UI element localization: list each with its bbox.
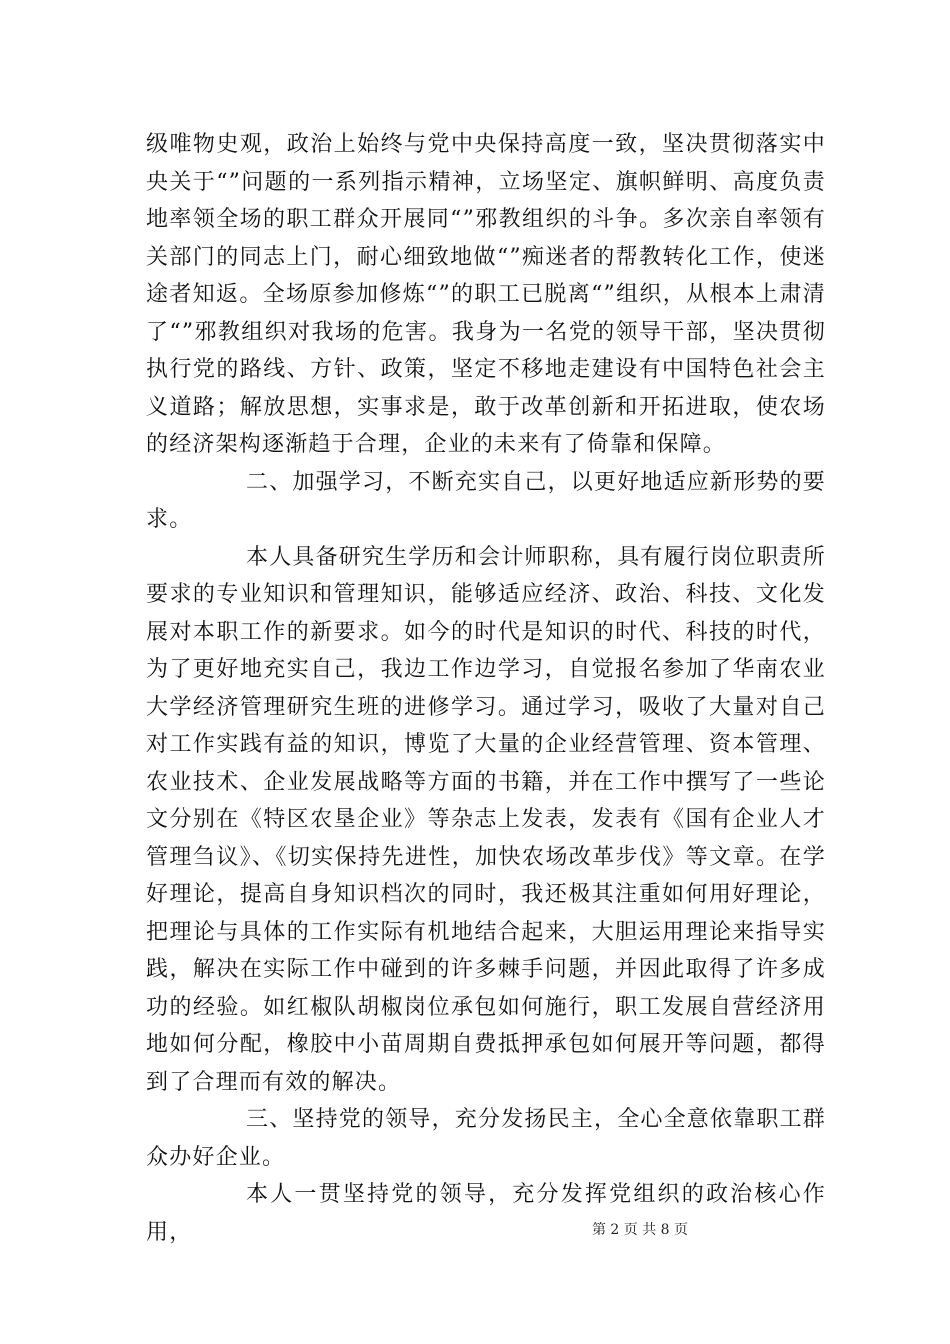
section-heading-2: 二、加强学习，不断充实自己，以更好地适应新形势的要求。 <box>146 469 827 532</box>
paragraph-5: 本人一贯坚持党的领导，充分发挥党组织的政治核心作用， <box>146 1182 826 1245</box>
section-heading-3: 三、坚持党的领导，充分发扬民主，全心全意依靠职工群众办好企业。 <box>146 1107 827 1170</box>
document-body <box>146 126 826 1251</box>
page-number-footer: 第 2 页 共 8 页 <box>591 1222 689 1238</box>
paragraph-3: 本人具备研究生学历和会计师职称，具有履行岗位职责所要求的专业知识和管理知识，能够适应经济、政治、科技、文化发展对本职工作的新要求。如今的时代是知识的时代、科技的时代，为了更好地充实自己，我边工作边学习，自觉报名参加了华南农业大学经济管理研究生班的进修学习。通过学习，吸收了大量对自己对工作实践有益的知识，博览了大量的企业经营管理、资本管理、农业技术、企业发展战略等方面的书籍，并在工作中撰写了一些论文分别在《特区农垦企业》等杂志上发表，发表有《国有企业人才管理刍议》、《切实保持先进性，加快农场改革步伐》等文章。在学好理论，提高自身知识档次的同时，我还极其注重如何用好理论，把理论与具体的工作实际有机地结合起来，大胆运用理论来指导实践，解决在实际工作中碰到的许多棘手问题，并因此取得了许多成功的经验。如红椒队胡椒岗位承包如何施行，职工发展自营经济用地如何分配，橡胶中小苗周期自费抵押承包如何展开等问题，都得到了合理而有效的解决。 <box>146 544 827 1095</box>
paragraph-1: 级唯物史观，政治上始终与党中央保持高度一致，坚决贯彻落实中央关于“”问题的一系列指示精神，立场坚定、旗帜鲜明、高度负责地率领全场的职工群众开展同“”邪教组织的斗争。多次亲自率领有关部门的同志上门，耐心细致地做“”痴迷者的帮教转化工作，使迷途者知返。全场原参加修炼“”的职工已脱离“”组织，从根本上肃清了“”邪教组织对我场的危害。我身为一名党的领导干部，坚决贯彻执行党的路线、方针、政策，坚定不移地走建设有中国特色社会主义道路；解放思想，实事求是，敢于改革创新和开拓进取，使农场的经济架构逐渐趋于合理，企业的未来有了倚靠和保障。 <box>146 132 826 457</box>
